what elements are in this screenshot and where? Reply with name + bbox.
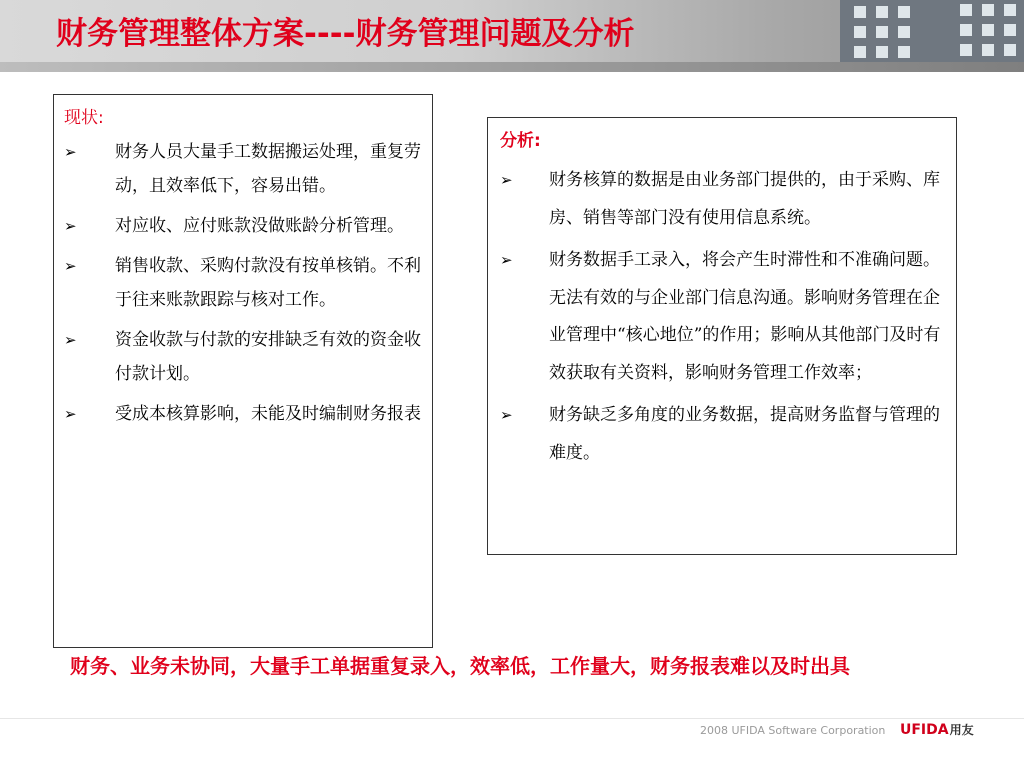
arrow-bullet-icon: ➢ — [500, 406, 513, 424]
list-item-text: 对应收、应付账款没做账龄分析管理。 — [115, 216, 404, 236]
list-item — [498, 242, 948, 392]
analysis-panel — [487, 117, 957, 555]
summary-text: 财务、业务未协同，大量手工单据重复录入，效率低，工作量大，财务报表难以及时出具 — [70, 654, 850, 678]
logo-chinese: 用友 — [949, 723, 974, 737]
current-status-list — [62, 135, 424, 437]
list-item-text: 财务数据手工录入，将会产生时滞性和不准确问题。无法有效的与企业部门信息沟通。影响财务管理在企业管理中“核心地位”的作用；影响从其他部门及时有效获取有关资料，影响财务管理工作效率； — [549, 250, 941, 383]
analysis-list — [498, 162, 948, 477]
ufida-logo — [900, 721, 974, 738]
current-status-panel — [53, 94, 433, 648]
arrow-bullet-icon: ➢ — [64, 217, 77, 235]
current-status-heading: 现状: — [64, 108, 104, 128]
list-item — [498, 397, 948, 472]
arrow-bullet-icon: ➢ — [500, 171, 513, 189]
header-banner — [0, 0, 1024, 72]
footer-copyright: 2008 UFIDA Software Corporation — [700, 724, 886, 737]
page-title: 财务管理整体方案----财务管理问题及分析 — [56, 16, 635, 52]
list-item — [62, 323, 424, 391]
logo-english: UFIDA — [900, 722, 949, 738]
list-item-text: 资金收款与付款的安排缺乏有效的资金收付款计划。 — [115, 330, 421, 384]
analysis-heading: 分析: — [500, 131, 541, 151]
arrow-bullet-icon: ➢ — [500, 251, 513, 269]
arrow-bullet-icon: ➢ — [64, 405, 77, 423]
list-item — [62, 135, 424, 203]
footer-divider — [0, 718, 1024, 719]
arrow-bullet-icon: ➢ — [64, 257, 77, 275]
header-band — [0, 62, 1024, 72]
list-item — [62, 209, 424, 243]
building-image — [840, 0, 1024, 64]
list-item — [62, 249, 424, 317]
list-item-text: 财务人员大量手工数据搬运处理，重复劳动，且效率低下，容易出错。 — [115, 142, 421, 196]
list-item — [62, 397, 424, 431]
list-item-text: 受成本核算影响，未能及时编制财务报表 — [115, 404, 421, 424]
list-item-text: 销售收款、采购付款没有按单核销。不利于往来账款跟踪与核对工作。 — [115, 256, 421, 310]
arrow-bullet-icon: ➢ — [64, 143, 77, 161]
arrow-bullet-icon: ➢ — [64, 331, 77, 349]
list-item-text: 财务核算的数据是由业务部门提供的，由于采购、库房、销售等部门没有使用信息系统。 — [549, 170, 940, 228]
list-item-text: 财务缺乏多角度的业务数据，提高财务监督与管理的难度。 — [549, 405, 940, 463]
list-item — [498, 162, 948, 237]
